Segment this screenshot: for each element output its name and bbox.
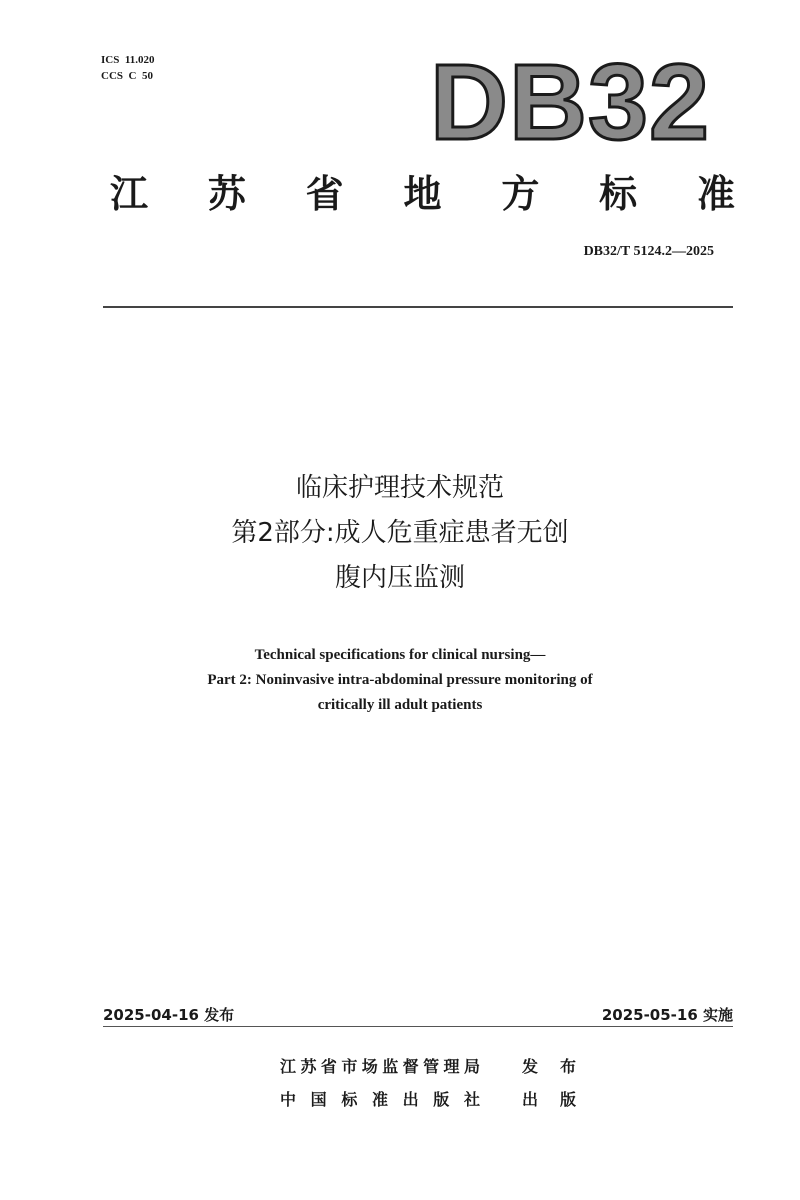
publisher-action-char: 出 <box>522 1090 539 1109</box>
standard-type-char: 江 <box>110 172 149 216</box>
publisher-char: 准 <box>371 1090 388 1109</box>
standard-type-char: 省 <box>305 172 344 216</box>
publisher-char: 中 <box>280 1090 297 1109</box>
issuer-char: 苏 <box>300 1057 317 1076</box>
publisher-action-char: 版 <box>559 1090 576 1109</box>
standard-code: DB32/T 5124.2—2025 <box>583 244 714 259</box>
ccs-code: CCS C 50 <box>101 70 153 82</box>
standard-type-char: 准 <box>696 172 735 216</box>
chinese-title-line-2: 第2部分:成人危重症患者无创 <box>231 518 569 548</box>
issuer-char: 督 <box>402 1057 419 1076</box>
english-title <box>0 643 800 718</box>
standard-type-char: 苏 <box>207 172 246 216</box>
issuer-char: 管 <box>423 1057 440 1076</box>
issuer-action-char: 布 <box>559 1057 576 1076</box>
classification-codes <box>101 52 155 84</box>
footer-divider <box>103 1026 733 1027</box>
publisher-name <box>280 1087 480 1110</box>
publisher-char: 国 <box>310 1090 327 1109</box>
standard-type <box>110 172 735 216</box>
issuer-action <box>522 1054 576 1077</box>
issuer-char: 监 <box>382 1057 399 1076</box>
publisher-char: 社 <box>463 1090 480 1109</box>
standard-type-char: 地 <box>403 172 442 216</box>
issuer-char: 局 <box>463 1057 480 1076</box>
issuer-action-char: 发 <box>522 1057 539 1076</box>
issuer-char: 场 <box>361 1057 378 1076</box>
implementation-date: 2025-05-16 实施 <box>601 1006 733 1024</box>
english-title-line-3: critically ill adult patients <box>317 697 483 713</box>
issue-date: 2025-04-16 发布 <box>103 1006 235 1024</box>
db32-logo: DB32 <box>430 41 711 162</box>
standard-type-char: 标 <box>599 172 638 216</box>
publisher-char: 版 <box>433 1090 450 1109</box>
english-title-line-1: Technical specifications for clinical nursing— <box>254 647 546 663</box>
publisher-char: 标 <box>341 1090 358 1109</box>
english-title-line-2: Part 2: Noninvasive intra-abdominal pressure monitoring of <box>207 672 593 688</box>
standard-type-char: 方 <box>501 172 540 216</box>
issuer-name <box>280 1054 480 1077</box>
publisher-action <box>522 1087 576 1110</box>
chinese-title-line-3: 腹内压监测 <box>334 563 465 593</box>
issuer-char: 省 <box>320 1057 337 1076</box>
chinese-title <box>0 466 800 601</box>
issuer-char: 江 <box>280 1057 297 1076</box>
ics-code: ICS 11.020 <box>101 54 155 66</box>
publisher-char: 出 <box>402 1090 419 1109</box>
issuer-char: 理 <box>443 1057 460 1076</box>
chinese-title-line-1: 临床护理技术规范 <box>295 473 504 503</box>
header-divider <box>103 306 733 308</box>
issuer-char: 市 <box>341 1057 358 1076</box>
